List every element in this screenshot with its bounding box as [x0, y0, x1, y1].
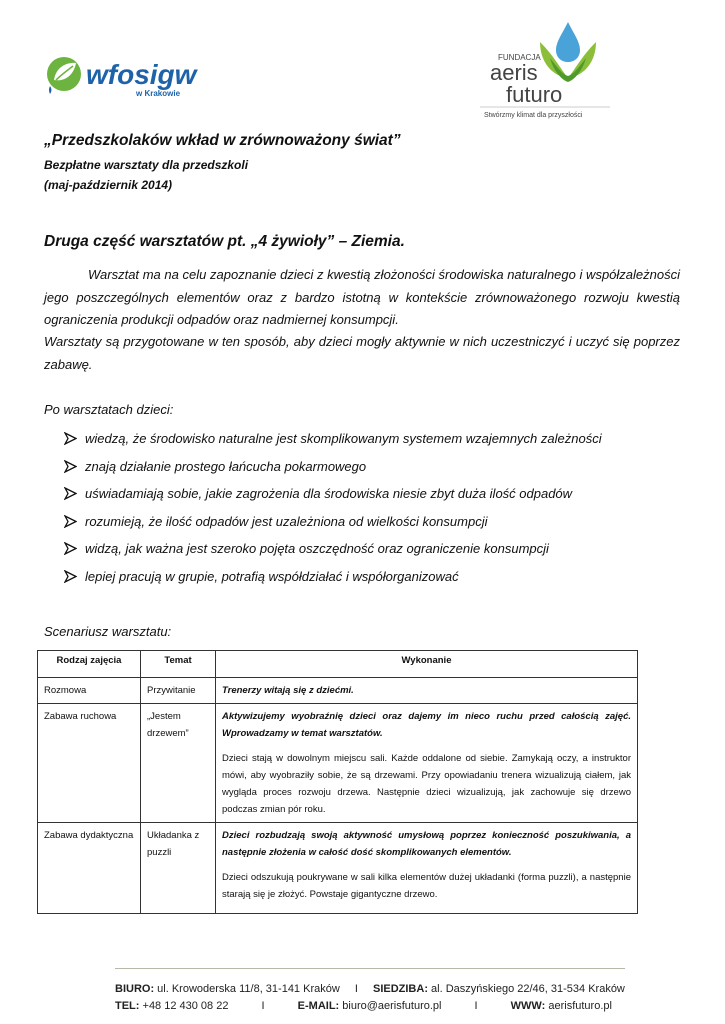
table-header-row — [38, 651, 638, 678]
water-drop-icon — [556, 22, 580, 62]
activity-lead: Dzieci rozbudzają swoją aktywność umysłową poprzez konieczność poszukiwania, a następnie złożenia w całość dość skomplikowanych elementów. — [222, 830, 631, 858]
arrow-bullet-icon — [64, 432, 77, 445]
scenario-heading: Scenariusz warsztatu: — [44, 624, 172, 639]
scenario-table — [37, 650, 638, 914]
activity-topic: „Jestem drzewem” — [141, 704, 216, 823]
list-item: lepiej pracują w grupie, potrafią współdziałać i współorganizować — [64, 566, 704, 594]
aeris-wordmark: aeris — [490, 60, 538, 85]
column-header: Wykonanie — [216, 651, 638, 678]
column-header: Rodzaj zajęcia — [38, 651, 141, 678]
list-item: znają działanie prostego łańcucha pokarmowego — [64, 456, 704, 484]
list-item: wiedzą, że środowisko naturalne jest skomplikowanym systemem wzajemnych zależności — [64, 428, 704, 456]
arrow-bullet-icon — [64, 570, 77, 583]
siedziba-address: al. Daszyńskiego 22/46, 31-534 Kraków — [431, 983, 625, 995]
intro-paragraph: Warsztat ma na celu zapoznanie dzieci z kwestią złożoności środowiska naturalnego i współzależności jego poszczególnych elementów oraz z bardzo istotną w kontekście zrównoważonego rozwoju kwestią ograniczenia produkcji odpadów oraz nadmiernej konsumpcji. — [44, 267, 680, 327]
arrow-bullet-icon — [64, 515, 77, 528]
wfosigw-sub: w Krakowie — [136, 89, 181, 98]
fundacja-label: FUNDACJA — [498, 53, 541, 62]
activity-body: Dzieci stają w dowolnym miejscu sali. Każde oddalone od siebie. Zamykają oczy, a instruktor mówi, aby wyobraziły sobie, że są drzewami. Przy opowiadaniu trenera wizualizują ciałem, jak wygląda proces rozwoju drzewa. Następnie dzieci wizualizują, jak zachowuje się drzewo podczas zmian pór roku. — [222, 753, 631, 815]
aeris-futuro-logo — [470, 22, 620, 122]
activity-type: Zabawa dydaktyczna — [38, 823, 141, 914]
page-title: „Przedszkolaków wkład w zrównoważony świat” — [44, 132, 401, 149]
tel-number: +48 12 430 08 22 — [142, 1000, 229, 1012]
footer-address-row — [115, 983, 625, 995]
activity-description — [216, 823, 638, 914]
activity-topic: Przywitanie — [141, 678, 216, 704]
list-item: widzą, jak ważna jest szeroko pojęta oszczędność oraz ograniczenie konsumpcji — [64, 538, 704, 566]
biuro-address: ul. Krowoderska 11/8, 31-141 Kraków — [157, 983, 340, 995]
table-row — [38, 704, 638, 823]
method-paragraph: Warsztaty są przygotowane w ten sposób, aby dzieci mogły aktywnie w nich uczestniczyć i uczyć się poprzez zabawę. — [44, 334, 680, 372]
aeris-tagline: Stwórzmy klimat dla przyszłości — [484, 112, 583, 119]
footer-separator: I — [474, 1000, 478, 1012]
arrow-bullet-icon — [64, 460, 77, 473]
www-label: WWW: — [510, 1000, 546, 1012]
email-label: E-MAIL: — [297, 1000, 340, 1012]
wfosigw-wordmark: wfosigw — [86, 59, 197, 90]
footer-divider — [115, 968, 625, 969]
list-item: rozumieją, że ilość odpadów jest uzależniona od wielkości konsumpcji — [64, 511, 704, 539]
activity-description — [216, 704, 638, 823]
activity-topic: Układanka z puzzli — [141, 823, 216, 914]
list-item: uświadamiają sobie, jakie zagrożenia dla środowiska niesie zbyt duża ilość odpadów — [64, 483, 704, 511]
arrow-bullet-icon — [64, 542, 77, 555]
wfosigw-logo — [44, 50, 204, 102]
email-address[interactable]: biuro@aerisfuturo.pl — [342, 1000, 442, 1012]
footer-separator: I — [354, 983, 358, 995]
table-row — [38, 678, 638, 704]
column-header: Temat — [141, 651, 216, 678]
activity-type: Zabawa ruchowa — [38, 704, 141, 823]
activity-lead: Aktywizujemy wyobraźnię dzieci oraz dajemy im nieco ruchu przed całością zajęć. Wprowadzamy w temat warsztatów. — [222, 711, 631, 739]
section-title: Druga część warsztatów pt. „4 żywioły” – Ziemia. — [44, 233, 405, 250]
arrow-bullet-icon — [64, 487, 77, 500]
table-row — [38, 823, 638, 914]
tel-label: TEL: — [115, 1000, 140, 1012]
date-range: (maj-październik 2014) — [44, 178, 173, 192]
biuro-label: BIURO: — [115, 983, 155, 995]
activity-description — [216, 678, 638, 704]
outcomes-heading: Po warsztatach dzieci: — [44, 402, 174, 417]
activity-body: Dzieci odszukują poukrywane w sali kilka elementów dużej układanki (forma puzzli), a następnie starają się je złożyć. Powstaje gigantyczne drzewo. — [222, 872, 631, 900]
footer-separator: I — [261, 1000, 265, 1012]
siedziba-label: SIEDZIBA: — [372, 983, 428, 995]
activity-lead: Trenerzy witają się z dziećmi. — [222, 685, 354, 696]
activity-type: Rozmowa — [38, 678, 141, 704]
website-link[interactable]: aerisfuturo.pl — [548, 1000, 612, 1012]
outcomes-list — [64, 428, 704, 593]
footer-contact-row — [115, 1000, 612, 1012]
futuro-wordmark: futuro — [506, 82, 563, 107]
page-subtitle: Bezpłatne warsztaty dla przedszkoli — [44, 158, 249, 172]
